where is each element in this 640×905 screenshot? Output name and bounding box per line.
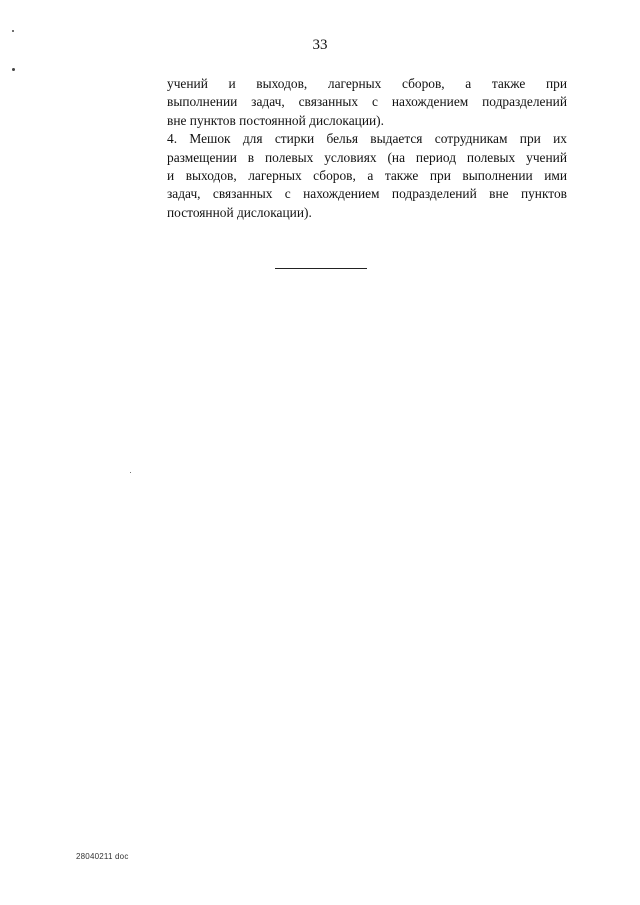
scan-speck (12, 68, 15, 71)
body-line: размещении в полевых условиях (на период полевых учений (167, 149, 567, 165)
body-line: вне пунктов постоянной дислокации). (167, 112, 384, 128)
file-code: 28040211 doc (76, 852, 129, 861)
body-line: и выходов, лагерных сборов, а также при выполнении ими (167, 168, 567, 184)
page-number: 33 (312, 37, 328, 53)
body-line: учений и выходов, лагерных сборов, а также при (167, 76, 567, 91)
body-line: постоянной дислокации). (167, 204, 312, 220)
body-line: задач, связанных с нахождением подразделений вне пунктов (167, 186, 567, 202)
body-line: 4. Мешок для стирки белья выдается сотрудникам при их (167, 131, 567, 147)
scan-speck (130, 472, 131, 473)
body-text (167, 75, 567, 222)
scan-speck (12, 30, 14, 32)
body-line: выполнении задач, связанных с нахождением подразделений (167, 94, 567, 110)
end-of-text-rule (275, 268, 367, 269)
